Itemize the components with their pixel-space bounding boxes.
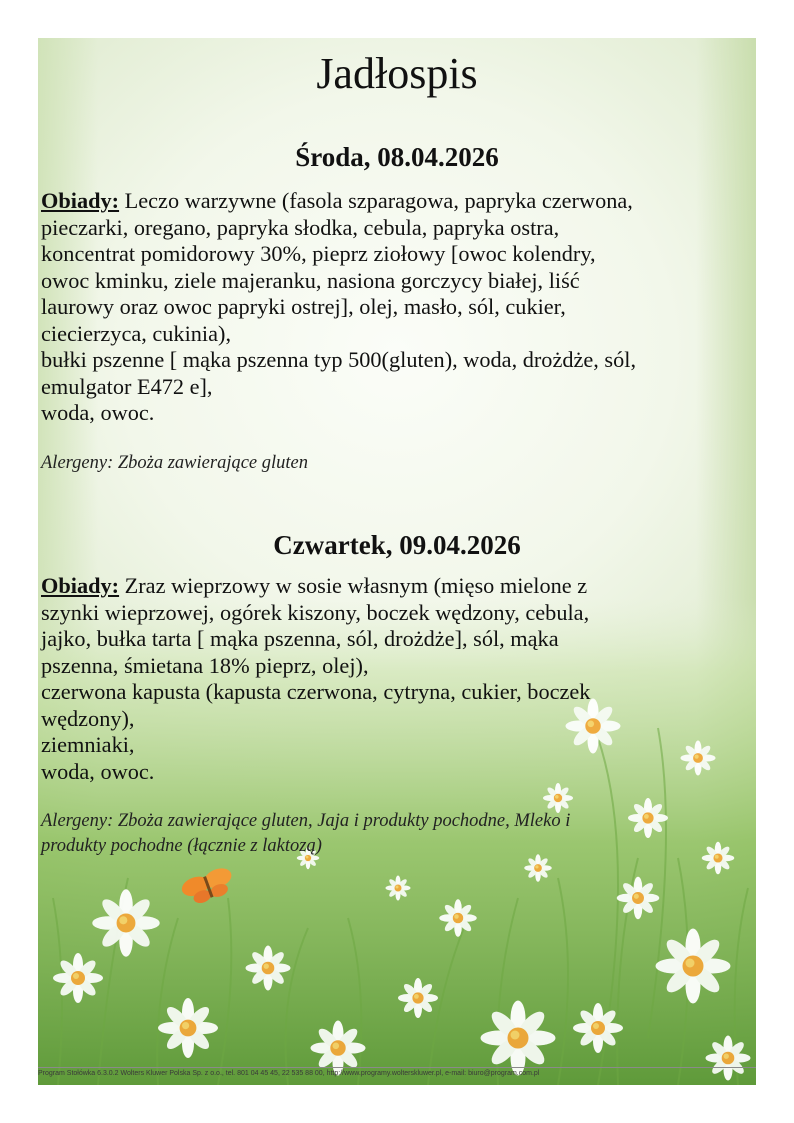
lunch-label: Obiady:: [41, 573, 120, 598]
allergens-wednesday: Alergeny: Zboża zawierające gluten: [41, 453, 309, 473]
software-footer: Program Stołówka 6.3.0.2 Wolters Kluwer Polska Sp. z o.o., tel. 801 04 45 45, 22 535 88 00, http://www.programy.wolterskluwer.pl, e-mail: biuro@program.com.pl: [38, 1067, 756, 1080]
day-heading-wednesday: Środa, 08.04.2026: [295, 142, 499, 172]
lunch-label: Obiady:: [41, 188, 120, 213]
lunch-description-thursday: Obiady: Zraz wieprzowy w sosie własnym (mięso mielone z szynki wieprzowej, ogórek kiszony, boczek wędzony, cebula, jajko, bułka tarta [ mąka pszenna, sól, drożdże], sól, mąka pszenna, śmietana 18% pieprz, olej), czerwona kapusta (kapusta czerwona, cytryna, cukier, boczek wędzony), ziemniaki, woda, owoc.: [41, 573, 591, 784]
page-title: Jadłospis: [316, 49, 478, 98]
allergens-thursday: Alergeny: Zboża zawierające gluten, Jaja i produkty pochodne, Mleko i produkty pochodne (łącznie z laktozą): [41, 811, 571, 856]
day-heading-thursday: Czwartek, 09.04.2026: [273, 530, 521, 560]
menu-page: [38, 38, 756, 1085]
lunch-description-wednesday: Obiady: Leczo warzywne (fasola szparagowa, papryka czerwona, pieczarki, oregano, papryka słodka, cebula, papryka ostra, koncentrat pomidorowy 30%, pieprz ziołowy [owoc kolendry, owoc kminku, ziele majeranku, nasiona gorczycy białej, liść laurowy oraz owoc papryki ostrej], olej, masło, sól, cukier, ciecierzyca, cukinia), bułki pszenne [ mąka pszenna typ 500(gluten), woda, drożdże, sól, emulgator E472 e], woda, owoc.: [41, 188, 637, 425]
